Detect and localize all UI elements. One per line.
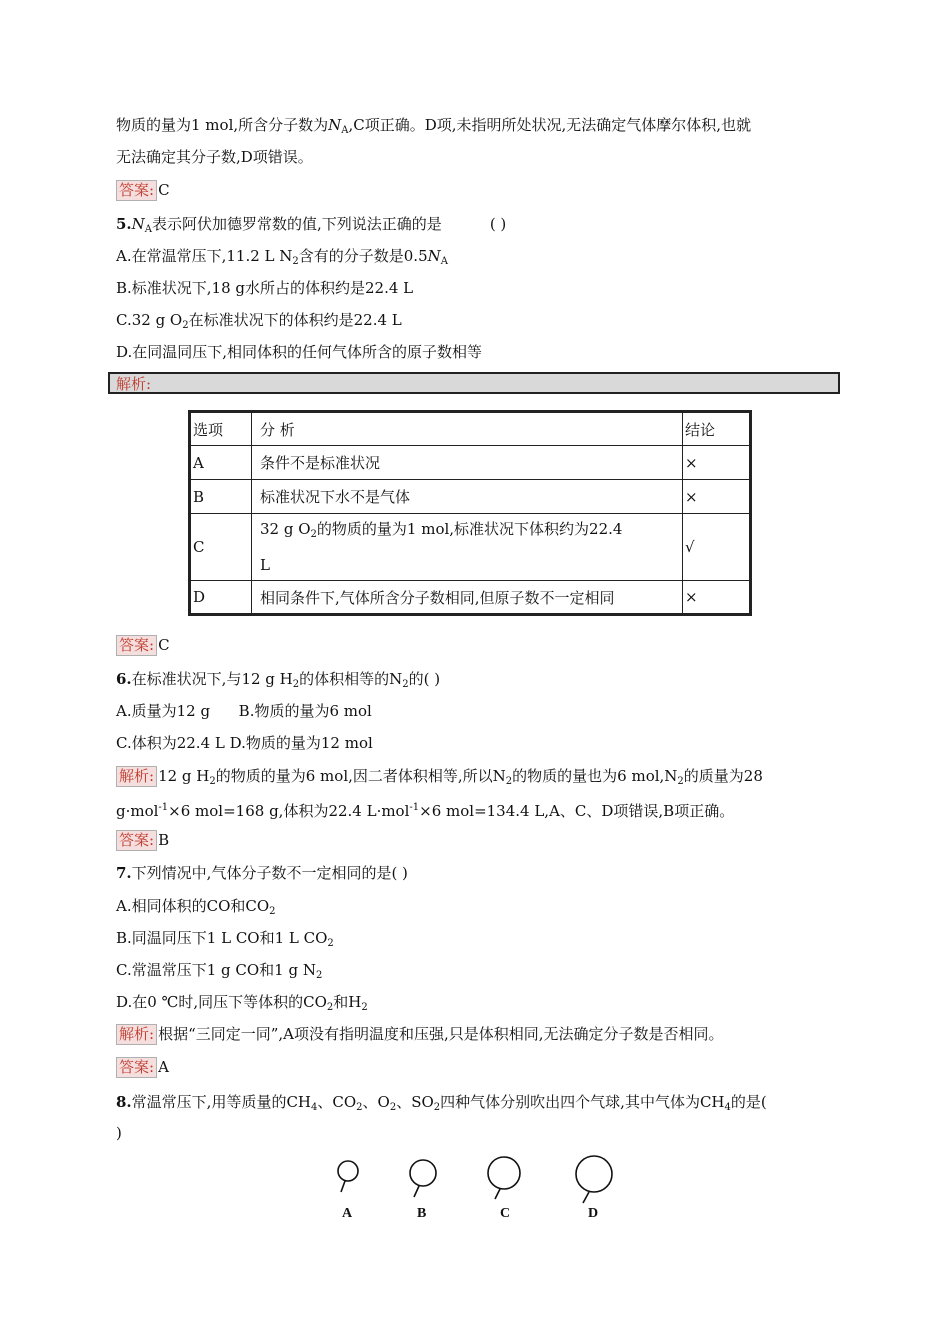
balloon-b	[410, 1160, 436, 1186]
balloon-a-string	[341, 1181, 345, 1192]
question-7-option-d: D.在0 ℃时,同压下等体积的$CO_2$和$H_2$	[116, 993, 368, 1013]
table-header-cell: 结论	[683, 412, 751, 446]
balloon-d	[576, 1156, 612, 1192]
table-cell: A	[190, 446, 252, 480]
question-7-option-c: C.常温常压下1 g CO和1 g $N_2$	[116, 961, 323, 981]
analysis-label: 解析:	[116, 766, 157, 787]
question-6-options-1: A.质量为12 g B.物质的量为6 mol	[116, 702, 372, 720]
balloon-label-b: B	[417, 1206, 427, 1221]
balloon-figure	[330, 1150, 630, 1230]
table-cell: C	[190, 514, 252, 581]
answer-value: B	[158, 831, 170, 849]
table-cell: √	[683, 514, 751, 581]
table-row	[190, 480, 751, 514]
table-cell: 标准状况下水不是气体	[252, 480, 683, 514]
answer-value: A	[158, 1058, 169, 1076]
intro-line-1: 物质的量为1 mol,所含分子数为$N_A,C$项正确。D项,未指明所处状况,无法确定气体摩尔体积,也就	[116, 116, 752, 136]
answer-label: 答案:	[116, 1057, 157, 1078]
answer-label: 答案:	[116, 830, 157, 851]
analysis-label: 解析:	[116, 1024, 157, 1045]
question-5-option-c: C.32 g $O_2$在标准状况下的体积约是22.4 L	[116, 311, 402, 331]
balloons-svg	[330, 1150, 630, 1230]
question-6-analysis-2: g·mol$^{-1}$×6 mol=168 g,体积为22.4 L·mol$^{-1}$×6 mol=134.4 L,A、C、D项错误,B项正确。	[116, 802, 735, 820]
question-8-stem: 8.常温常压下,用等质量的$CH_4$、$CO_2$、$O_2$、$SO_2$四种气体分别吹出四个气球,其中气体为$CH_4$的是(	[116, 1093, 767, 1113]
question-5-option-b: B.标准状况下,18 g水所占的体积约是22.4 L	[116, 279, 414, 297]
table-cell: 相同条件下,气体所含分子数相同,但原子数不一定相同	[252, 581, 683, 615]
analysis-header-bar	[108, 372, 840, 394]
table-header-cell: 分 析	[252, 412, 683, 446]
intro-answer	[116, 179, 170, 201]
table-header-row	[190, 412, 751, 446]
balloon-label-a: A	[342, 1206, 353, 1221]
question-6-analysis-1: 解析: 12 g $H_2$的物质的量为6 mol,因二者体积相等,所以$N_2$的物质的量也为6 $mol,N_2$的质量为28	[116, 765, 763, 793]
question-5-option-a: A.在常温常压下,11.2 L $N_2$含有的分子数是$0.5N_A$	[116, 247, 448, 267]
table-cell: ×	[683, 581, 751, 615]
answer-value: C	[158, 181, 170, 199]
table-cell: 条件不是标准状况	[252, 446, 683, 480]
balloon-b-string	[414, 1186, 419, 1197]
question-7-stem: 7.下列情况中,气体分子数不一定相同的是( )	[116, 864, 408, 882]
question-7-option-a: A.相同体积的CO和$CO_2$	[116, 897, 276, 917]
balloon-label-d: D	[588, 1206, 599, 1221]
question-6-stem: 6.在标准状况下,与12 g $H_2$的体积相等的$N_2$的( )	[116, 670, 441, 690]
table-cell: B	[190, 480, 252, 514]
question-5-answer	[116, 634, 170, 656]
answer-value: C	[158, 636, 170, 654]
table-header-cell: 选项	[190, 412, 252, 446]
analysis-label: 解析:	[116, 375, 152, 393]
table-cell: D	[190, 581, 252, 615]
table-row	[190, 446, 751, 480]
question-5-option-d: D.在同温同压下,相同体积的任何气体所含的原子数相等	[116, 343, 483, 361]
table-row	[190, 514, 751, 581]
question-7-option-b: B.同温同压下1 L CO和1 L $CO_2$	[116, 929, 334, 949]
analysis-table	[188, 410, 752, 616]
table-cell: ×	[683, 480, 751, 514]
table-cell: ×	[683, 446, 751, 480]
question-6-answer	[116, 829, 169, 851]
balloon-a	[338, 1161, 358, 1181]
question-7-analysis: 解析: 根据“三同定一同”,A项没有指明温度和压强,只是体积相同,无法确定分子数是否相同。	[116, 1023, 724, 1045]
question-5-stem: $5.N_A$表示阿伏加德罗常数的值,下列说法正确的是 ( )	[116, 215, 507, 235]
answer-label: 答案:	[116, 180, 157, 201]
question-8-paren-close: )	[116, 1124, 122, 1142]
question-6-options-2: C.体积为22.4 L D.物质的量为12 mol	[116, 734, 373, 752]
table-row	[190, 581, 751, 615]
balloon-c	[488, 1157, 520, 1189]
balloon-label-c: C	[500, 1206, 511, 1221]
intro-line-2: 无法确定其分子数,D项错误。	[116, 148, 313, 166]
table-cell: 32 g $O_2$的物质的量为1 mol,标准状况下体积约为22.4 L	[252, 514, 683, 581]
balloon-c-string	[495, 1189, 500, 1199]
balloon-d-string	[583, 1192, 589, 1203]
question-7-answer	[116, 1056, 169, 1078]
answer-label: 答案:	[116, 635, 157, 656]
